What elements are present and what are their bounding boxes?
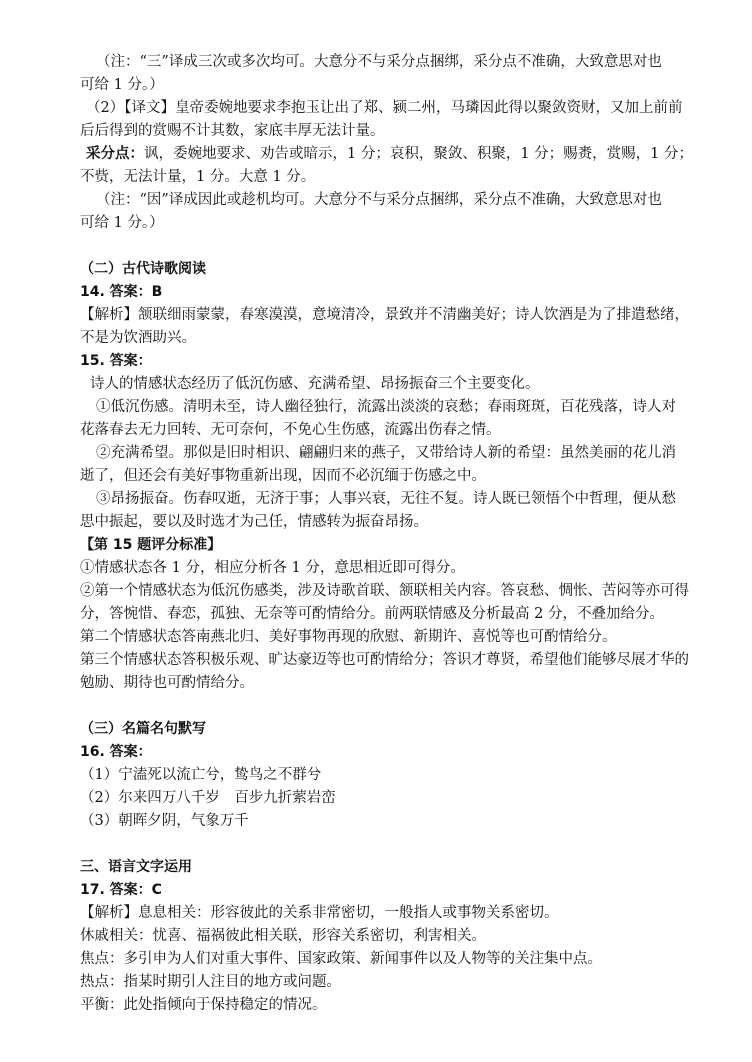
answer-16-item: （1）宁溘死以流亡兮，鸷鸟之不群兮 <box>80 767 322 783</box>
scoring-standard-line: ②第一个情感状态为低沉伤感类，涉及诗歌首联、颔联相关内容。答哀愁、惆怅、苦闷等亦可得 <box>80 583 689 599</box>
scoring-standard-line: 第二个情感状态答南燕北归、美好事物再现的欣慰、新期许、喜悦等也可酌情给分。 <box>80 629 617 645</box>
section-heading-language: 三、语言文字运用 <box>80 859 192 875</box>
answer-line: ①低沉伤感。清明未至，诗人幽径独行，流露出淡淡的哀愁；春雨斑斑，百花残落，诗人对 <box>96 399 676 415</box>
scoring-points-label: 采分点： <box>86 145 144 162</box>
note-line: （注：“三”译成三次或多次均可。大意分不与采分点捆绑，采分点不准确，大致意思对也 <box>96 54 662 70</box>
analysis-line: 【解析】息息相关：形容彼此的关系非常密切，一般指人或事物关系密切。 <box>80 905 559 921</box>
translation-line: 后后得到的赏赐不计其数，家底丰厚无法计量。 <box>80 123 385 139</box>
scoring-points-line: 不赀，无法计量，1 分。大意 1 分。 <box>80 169 316 185</box>
answer-line: ③昂扬振奋。伤春叹逝，无济于事；人事兴衰，无往不复。诗人既已领悟个中哲理，便从愁 <box>96 491 676 507</box>
translation-line: （2）【译文】皇帝委婉地要求李抱玉让出了郑、颍二州，马璘因此得以聚敛资财，又加上前前 <box>86 100 683 116</box>
analysis-line: 平衡：此处指倾向于保持稳定的情况。 <box>80 997 327 1013</box>
scoring-points-text: 讽，委婉地要求、劝告或暗示，1 分；哀积，聚敛、积聚，1 分；赐赉，赏赐，1 分； <box>144 146 694 162</box>
analysis-line: 焦点：多引申为人们对重大事件、国家政策、新闻事件以及人物等的关注集中点。 <box>80 951 602 967</box>
answer-16-item: （3）朝晖夕阴，气象万千 <box>80 813 249 829</box>
scoring-points-line <box>86 143 706 165</box>
answer-16: 16. 答案： <box>80 744 152 760</box>
answer-17: 17. 答案：C <box>80 882 162 898</box>
answer-15: 15. 答案： <box>80 353 152 369</box>
scoring-standard-line: 分，答惋惜、春恋，孤独、无奈等可酌情给分。前两联情感及分析最高 2 分，不叠加给分。 <box>80 606 664 622</box>
analysis-line: 休戚相关：忧喜、福祸彼此相关联，形容关系密切，利害相关。 <box>80 928 486 944</box>
note-line: 可给 1 分。） <box>80 215 164 231</box>
scoring-standard-line: ①情感状态各 1 分，相应分析各 1 分，意思相近即可得分。 <box>80 560 465 576</box>
answer-line: 逝了，但还会有美好事物重新出现，因而不必沉缅于伤感之中。 <box>80 468 486 484</box>
answer-14: 14. 答案：B <box>80 284 163 300</box>
answer-line: 诗人的情感状态经历了低沉伤感、充满希望、昂扬振奋三个主要变化。 <box>90 376 540 392</box>
note-line: 可给 1 分。） <box>80 77 164 93</box>
analysis-line: 不是为饮酒助兴。 <box>80 330 196 346</box>
scoring-standard-heading: 【第 15 题评分标准】 <box>80 537 222 553</box>
analysis-line: 【解析】颔联细雨蒙蒙，春寒漠漠，意境清冷，景致并不清幽美好；诗人饮酒是为了排遣愁绪， <box>80 307 689 323</box>
section-heading-poetry: （二）古代诗歌阅读 <box>80 261 206 277</box>
analysis-line: 热点：指某时期引人注目的地方或问题。 <box>80 974 341 990</box>
scoring-standard-line: 勉励、期待也可酌情给分。 <box>80 675 254 691</box>
section-heading-dictation: （三）名篇名句默写 <box>80 721 206 737</box>
note-line: （注：“因”译成因此或趁机均可。大意分不与采分点捆绑，采分点不准确，大致意思对也 <box>96 192 662 208</box>
answer-line: ②充满希望。那似是旧时相识、翩翩归来的燕子，又带给诗人新的希望：虽然美丽的花儿消 <box>96 445 676 461</box>
answer-16-item: （2）尔来四万八千岁 百步九折萦岩峦 <box>80 790 336 806</box>
answer-line: 花落春去无力回转、无可奈何，不免心生伤感，流露出伤春之情。 <box>80 422 501 438</box>
scoring-standard-line: 第三个情感状态答积极乐观、旷达豪迈等也可酌情给分；答识才尊贤，希望他们能够尽展才华的 <box>80 652 689 668</box>
answer-line: 思中振起，要以及时选才为己任，情感转为振奋昂扬。 <box>80 514 428 530</box>
